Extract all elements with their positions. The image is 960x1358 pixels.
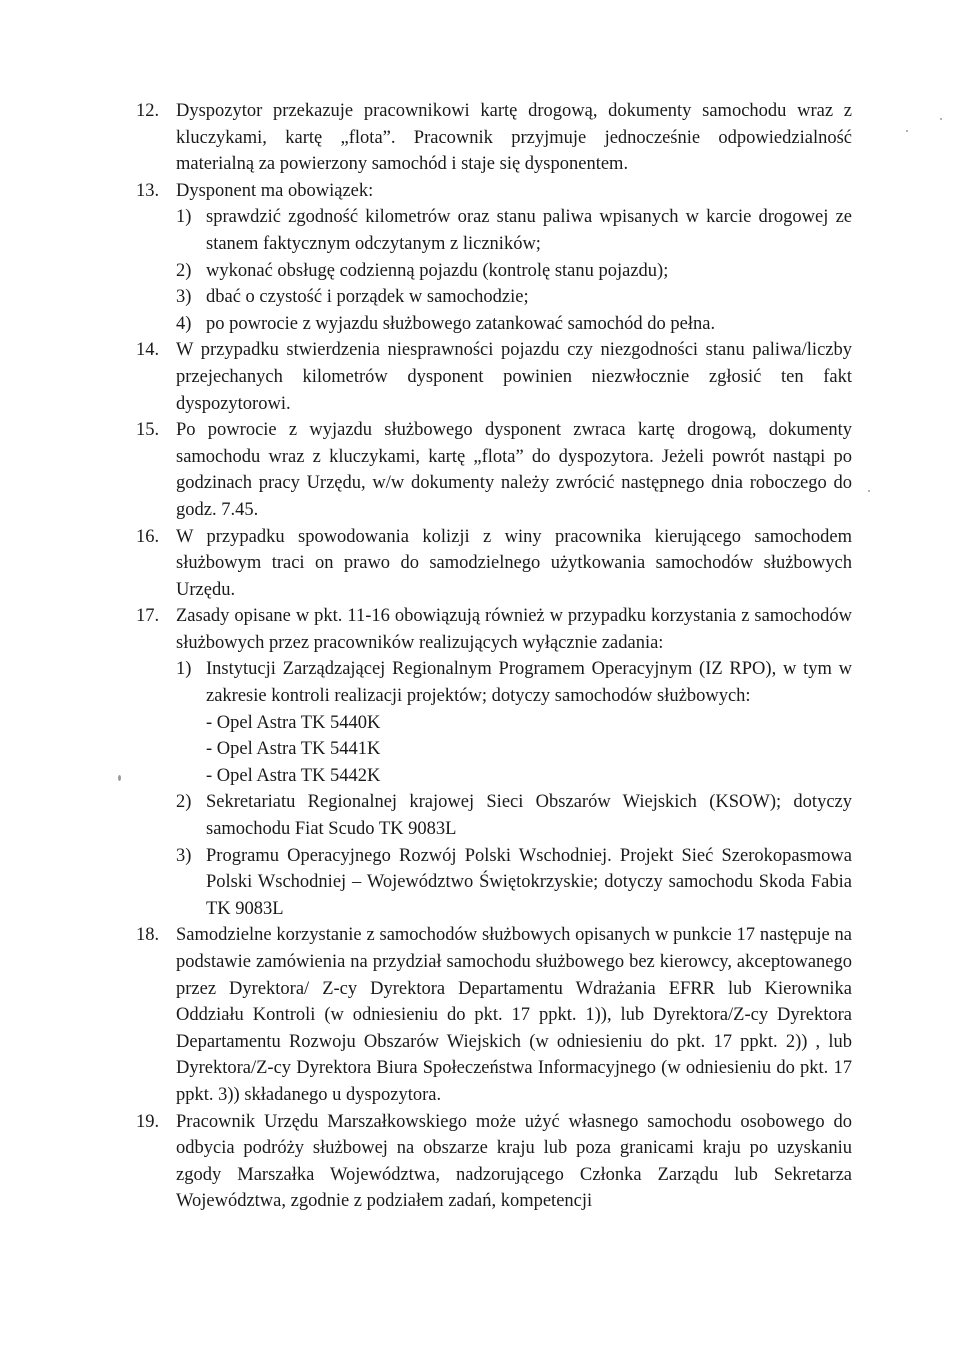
scan-speck	[118, 775, 121, 781]
subitem	[176, 258, 852, 285]
scan-speck	[906, 130, 908, 132]
subitem-number: 3)	[176, 845, 192, 866]
item-text: Samodzielne korzystanie z samochodów służbowych opisanych w punkcie 17 następuje na podstawie zamówienia na przydział samochodu służbowego bez kierowcy, akceptowanego przez Dyrektora/ Z-cy Dyrektora Departamentu Wdrażania EFRR lub Kierownika Oddziału Kontroli (w odniesieniu do pkt. 17 ppkt. 1)), lub Dyrektora/Z-cy Dyrektora Departamentu Rozwoju Obszarów Wiejskich (w odniesieniu do pkt. 17 ppkt. 2)) , lub Dyrektora/Z-cy Dyrektora Biura Społeczeństwa Informacyjnego (w odniesieniu do pkt. 17 ppkt. 3)) składanego u dyspozytora.	[176, 925, 852, 1105]
list-item-19	[136, 1109, 852, 1215]
item-text: Pracownik Urzędu Marszałkowskiego może użyć własnego samochodu osobowego do odbycia podróży służbowej na obszarze kraju lub poza granicami kraju po uzyskaniu zgody Marszałka Województwa, nadzorującego Członka Zarządu lub Sekretarza Województwa, zgodnie z podziałem zadań, kompetencji	[176, 1111, 852, 1212]
subitem-text: po powrocie z wyjazdu służbowego zatankować samochód do pełna.	[206, 313, 716, 334]
subitem-number: 2)	[176, 260, 192, 281]
car-entry: - Opel Astra TK 5440K	[206, 712, 381, 733]
numbered-list	[136, 98, 852, 1215]
subitem-text: dbać o czystość i porządek w samochodzie;	[206, 287, 529, 308]
item-number: 16.	[136, 526, 160, 547]
subitem	[176, 789, 852, 842]
subitem	[176, 284, 852, 311]
item-text: Po powrocie z wyjazdu służbowego dysponent zwraca kartę drogową, dokumenty samochodu wraz z kluczykami, kartę „flota” do dyspozytora. Jeżeli powrót nastąpi po godzinach pracy Urzędu, w/w dokumenty należy zwrócić następnego dnia roboczego do godz. 7.45.	[176, 420, 852, 520]
subitem	[176, 843, 852, 923]
item-text: Dysponent ma obowiązek:	[176, 180, 374, 201]
subitem	[176, 311, 852, 338]
list-item-13	[136, 178, 852, 338]
car-entry: - Opel Astra TK 5441K	[206, 739, 381, 760]
list-item-14	[136, 337, 852, 417]
item-text: W przypadku spowodowania kolizji z winy pracownika kierującego samochodem służbowym traci on prawo do samodzielnego użytkowania samochodów służbowych Urzędu.	[176, 526, 852, 600]
subitem-number: 3)	[176, 287, 192, 308]
subitem-text: sprawdzić zgodność kilometrów oraz stanu paliwa wpisanych w karcie drogowej ze stanem faktycznym odczytanym z liczników;	[206, 207, 852, 254]
item-number: 15.	[136, 420, 160, 441]
subitem-text: Programu Operacyjnego Rozwój Polski Wschodniej. Projekt Sieć Szerokopasmowa Polski Wschodniej – Województwo Świętokrzyskie; dotyczy samochodu Skoda Fabia TK 9083L	[206, 845, 852, 919]
list-item-18	[136, 922, 852, 1108]
scan-speck	[940, 118, 942, 120]
list-item-16	[136, 524, 852, 604]
subitem-number: 2)	[176, 792, 192, 813]
item-text: Zasady opisane w pkt. 11-16 obowiązują również w przypadku korzystania z samochodów służbowych przez pracowników realizujących wyłącznie zadania:	[176, 606, 852, 653]
item-number: 17.	[136, 606, 160, 627]
item-number: 18.	[136, 925, 160, 946]
scan-speck	[868, 490, 870, 492]
item-content	[176, 603, 852, 922]
item-content	[176, 178, 852, 338]
list-item-12	[136, 98, 852, 178]
item-number: 14.	[136, 340, 160, 361]
subitem-text: Instytucji Zarządzającej Regionalnym Programem Operacyjnym (IZ RPO), w tym w zakresie kontroli realizacji projektów; dotyczy samochodów służbowych:	[206, 659, 852, 707]
subitem-number: 4)	[176, 313, 192, 334]
item-number: 13.	[136, 180, 160, 201]
subitem-content	[206, 656, 852, 789]
subitem	[176, 656, 852, 789]
item-text: W przypadku stwierdzenia niesprawności pojazdu czy niezgodności stanu paliwa/liczby przejechanych kilometrów dysponent powinien niezwłocznie zgłosić ten fakt dyspozytorowi.	[176, 340, 852, 414]
item-number: 19.	[136, 1111, 160, 1132]
subitem	[176, 204, 852, 257]
subitem-number: 1)	[176, 207, 192, 228]
subitem-number: 1)	[176, 659, 192, 680]
item-number: 12.	[136, 101, 160, 121]
list-item-17	[136, 603, 852, 922]
item-text: Dyspozytor przekazuje pracownikowi kartę drogową, dokumenty samochodu wraz z kluczykami, kartę „flota”. Pracownik przyjmuje jednocześnie odpowiedzialność materialną za powierzony samochód i staje się dysponentem.	[176, 101, 852, 175]
list-item-15	[136, 417, 852, 523]
subitem-text: Sekretariatu Regionalnej krajowej Sieci Obszarów Wiejskich (KSOW); dotyczy samochodu Fiat Scudo TK 9083L	[206, 792, 852, 840]
car-entry: - Opel Astra TK 5442K	[206, 765, 381, 786]
subitem-text: wykonać obsługę codzienną pojazdu (kontrolę stanu pojazdu);	[206, 260, 669, 281]
